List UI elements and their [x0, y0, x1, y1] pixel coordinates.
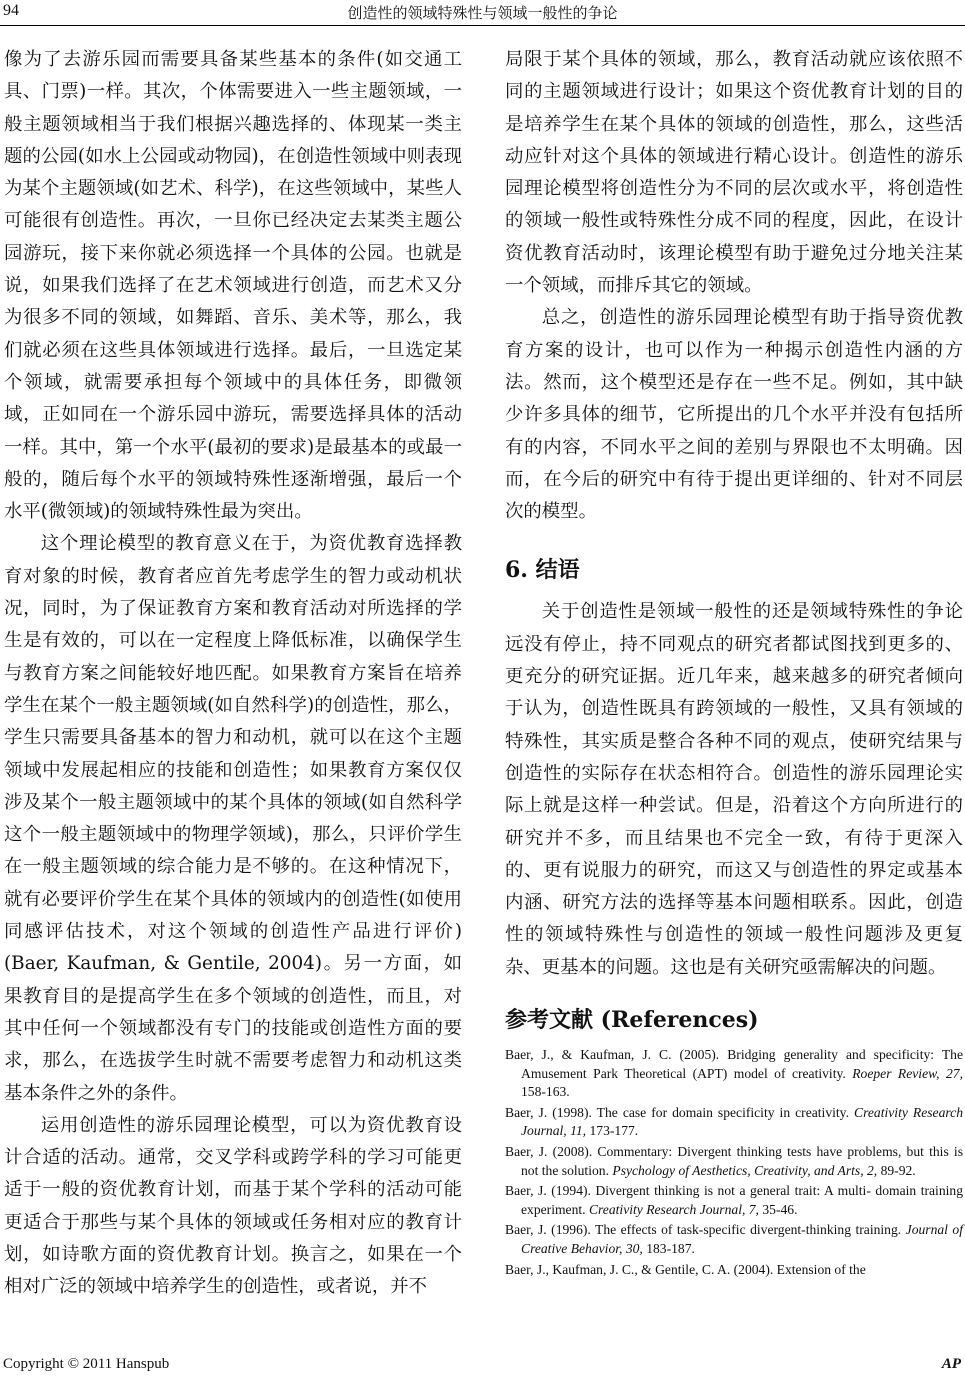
- running-title: 创造性的领域特殊性与领域一般性的争论: [347, 4, 618, 22]
- section-title-conclusion: 6. 结语: [505, 557, 580, 584]
- reference-item: Baer, J. (1998). The case for domain specificity in creativity. Creativity Research Journal, 11, 173-177.: [505, 1104, 963, 1139]
- paragraph-conclusion: 关于创造性是领域一般性的还是领域特殊性的争论远没有停止，持不同观点的研究者都试图找到更多的、更充分的研究证据。近几年来，越来越多的研究者倾向于认为，创造性既具有跨领域的一般性，又具有领域的特殊性，其实质是整合各种不同的观点，使研究结果与创造性的实际存在状态相符合。创造性的游乐园理论实际上就是这样一种尝试。但是，沿着这个方向所进行的研究并不多，而且结果也不完全一致，有待于更深入的、更有说服力的研究，而这又与创造性的界定或基本内涵、研究方法的选择等基本问题相联系。因此，创造性的领域特殊性与创造性的领域一般性问题涉及更复杂、更基本的问题。这也是有关研究亟需解决的问题。: [505, 601, 963, 978]
- copyright-notice: Copyright © 2011 Hanspub: [3, 1356, 170, 1372]
- paragraph-continued: 像为了去游乐园而需要具备某些基本的条件(如交通工具、门票)一样。其次，个体需要进入一些主题领域，一般主题领域相当于我们根据兴趣选择的、体现某一类主题的公园(如水上公园或动物园)，在创造性领域中则表现为某个主题领域(如艺术、科学)，在这些领域中，某些人可能很有创造性。再次，一旦你已经决定去某类主题公园游玩，接下来你就必须选择一个具体的公园。也就是说，如果我们选择了在艺术领域进行创造，而艺术又分为很多不同的领域，如舞蹈、音乐、美术等，那么，我们就必须在这些具体领域进行选择。最后，一旦选定某个领域，就需要承担每个领域中的具体任务，即微领域，正如同在一个游乐园中游玩，需要选择具体的活动一样。其中，第一个水平(最初的要求)是最基本的或最一般的，随后每个水平的领域特殊性逐渐增强，最后一个水平(微领域)的领域特殊性最为突出。: [4, 49, 462, 523]
- journal-abbreviation: AP: [941, 1356, 961, 1372]
- right-column: [505, 44, 963, 1281]
- page-header: [0, 0, 965, 24]
- references-title: 参考文献 (References): [505, 1007, 759, 1034]
- reference-list: [505, 1046, 963, 1279]
- left-column: [4, 44, 462, 1304]
- reference-item: Baer, J., Kaufman, J. C., & Gentile, C. A. (2004). Extension of the: [505, 1261, 866, 1277]
- paragraph-activity-design: 运用创造性的游乐园理论模型，可以为资优教育设计合适的活动。通常，交叉学科或跨学科的学习可能更适于一般的资优教育计划，而基于某个学科的活动可能更适合于那些与某个具体的领域或任务相对应的教育计划，如诗歌方面的资优教育计划。换言之，如果在一个相对广泛的领域中培养学生的创造性，或者说，并不: [4, 1114, 462, 1298]
- paragraph-continued-right: 局限于某个具体的领域，那么，教育活动就应该依照不同的主题领域进行设计；如果这个资优教育计划的目的是培养学生在某个具体的领域的创造性，那么，这些活动应针对这个具体的领域进行精心设计。创造性的游乐园理论模型将创造性分为不同的层次或水平，将创造性的领域一般性或特殊性分成不同的程度，因此，在设计资优教育活动时，该理论模型有助于避免过分地关注某一个领域，而排斥其它的领域。: [505, 49, 963, 297]
- page-footer: [0, 1356, 965, 1380]
- page-number: 94: [3, 2, 19, 19]
- reference-item: Baer, J. (1994). Divergent thinking is not a general trait: A multi- domain training experiment. Creativity Research Journal, 7, 35-46.: [505, 1183, 963, 1217]
- reference-item: Baer, J. (2008). Commentary: Divergent thinking tests have problems, but this is not the solution. Psychology of Aesthetics, Creativity, and Arts, 2, 89-92.: [505, 1143, 963, 1178]
- header-rule: [0, 25, 965, 26]
- paragraph-summary: 总之，创造性的游乐园理论模型有助于指导资优教育方案的设计，也可以作为一种揭示创造性内涵的方法。然而，这个模型还是存在一些不足。例如，其中缺少许多具体的细节，它所提出的几个水平并没有包括所有的内容，不同水平之间的差别与界限也不太明确。因而，在今后的研究中有待于提出更详细的、针对不同层次的模型。: [505, 307, 963, 523]
- paragraph-educational-significance: 这个理论模型的教育意义在于，为资优教育选择教育对象的时候，教育者应首先考虑学生的智力或动机状况，同时，为了保证教育方案和教育活动对所选择的学生是有效的，可以在一定程度上降低标准，以确保学生与教育方案之间能较好地匹配。如果教育方案旨在培养学生在某个一般主题领域(如自然科学)的创造性，那么，学生只需要具备基本的智力和动机，就可以在这个主题领域中发展起相应的技能和创造性；如果教育方案仅仅涉及某个一般主题领域中的某个具体的领域(如自然科学这个一般主题领域中的物理学领域)，那么，只评价学生在一般主题领域的综合能力是不够的。在这种情况下，就有必要评价学生在某个具体的领域内的创造性(如使用同感评估技术，对这个领域的创造性产品进行评价)(Baer, Kaufman, & Gentile, 2004)。另一方面，如果教育目的是提高学生在多个领域的创造性，而且，对其中任何一个领域都没有专门的技能或创造性方面的要求，那么，在选拔学生时就不需要考虑智力和动机这类基本条件之外的条件。: [4, 533, 462, 1104]
- reference-item: Baer, J., & Kaufman, J. C. (2005). Bridging generality and specificity: The Amusement Park Theoretical (APT) model of creativity. Roeper Review, 27, 158-163.: [505, 1047, 964, 1100]
- reference-item: Baer, J. (1996). The effects of task-specific divergent-thinking training. Journal of Creative Behavior, 30, 183-187.: [505, 1222, 963, 1256]
